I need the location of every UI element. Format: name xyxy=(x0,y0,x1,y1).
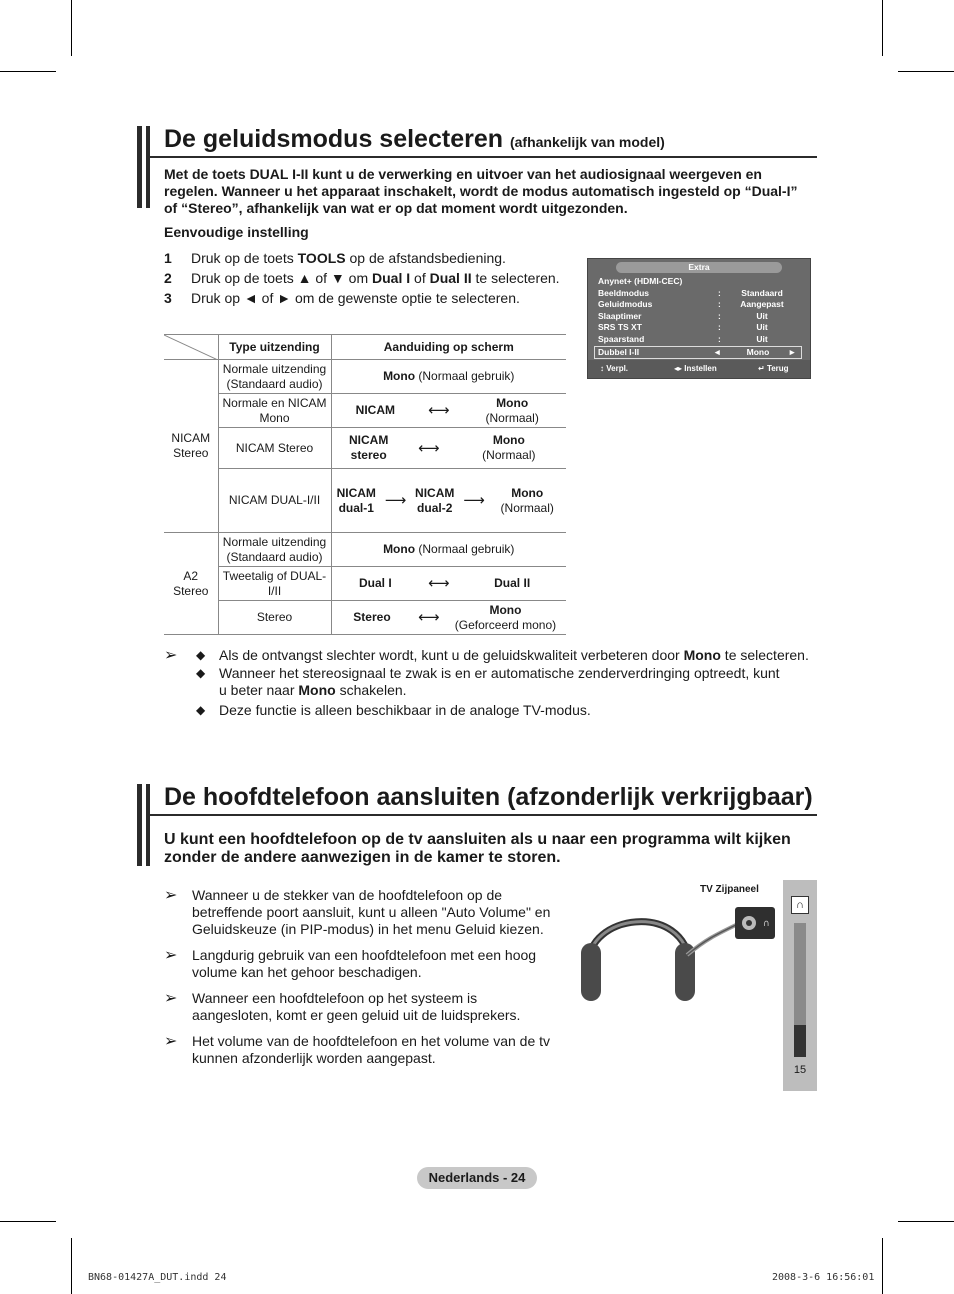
display-cell: Dual I ⟷ Dual II xyxy=(331,567,566,601)
display-cell: Mono (Normaal gebruik) xyxy=(331,360,566,394)
headphone-icon: ∩ xyxy=(791,896,809,914)
print-file-info: BN68-01427A_DUT.indd 24 xyxy=(88,1272,227,1283)
osd-menu xyxy=(587,258,811,379)
note-item: ◆ Wanneer het stereosignaal te zwak is en er automatische zenderverdringing optreedt, kunt u beter naar Mono schakelen. xyxy=(196,665,780,698)
section-intro: Met de toets DUAL I-II kunt u de verwerking en uitvoer van het audiosignaal weergeven en regelen. Wanneer u het apparaat inschakelt, wordt de modus automatisch ingesteld op “Dual-I” of “Stereo”, afhankelijk van wat er op dat moment wordt uitgezonden. xyxy=(164,166,798,216)
note-item: Langdurig gebruik van een hoofdtelefoon met een hoog volume kan het gehoor beschadigen. xyxy=(192,947,537,980)
header-display: Aanduiding op scherm xyxy=(331,335,566,360)
note-arrow-icon: ➢ xyxy=(164,647,178,664)
back-hint: ↵ Terug xyxy=(758,364,789,373)
step-2: 2 Druk op de toets ▲ of ▼ om Dual I of Dual II te selecteren. xyxy=(164,270,560,286)
note-arrow-icon: ➢ xyxy=(164,990,178,1007)
type-cell: Stereo xyxy=(218,601,331,635)
crop-mark xyxy=(882,1238,883,1294)
osd-title-bar: Extra xyxy=(616,262,782,273)
diagonal-line xyxy=(164,335,218,360)
volume-value: 15 xyxy=(793,1064,807,1076)
group-nicam: NICAM Stereo xyxy=(164,360,218,533)
volume-track xyxy=(794,923,806,1057)
crop-mark xyxy=(0,71,56,72)
osd-footer xyxy=(588,360,810,378)
osd-selected-item[interactable]: Dubbel I-II ◄ Mono ► xyxy=(594,346,802,359)
display-cell: Mono (Normaal gebruik) xyxy=(331,533,566,567)
display-cell: NICAM stereo ⟷ Mono (Normaal) xyxy=(331,428,566,469)
note-item: ◆ Als de ontvangst slechter wordt, kunt u de geluidskwaliteit verbeteren door Mono te selecteren. xyxy=(196,647,809,663)
step-1: 1 Druk op de toets TOOLS op de afstandsbediening. xyxy=(164,250,506,266)
note-item: Wanneer een hoofdtelefoon op het systeem is aangesloten, komt er geen geluid uit de luidsprekers. xyxy=(192,990,521,1023)
note-item: ◆ Deze functie is alleen beschikbaar in de analoge TV-modus. xyxy=(196,702,591,718)
header-type: Type uitzending xyxy=(218,335,331,360)
volume-panel xyxy=(783,880,817,1091)
type-cell: Normale uitzending (Standaard audio) xyxy=(218,533,331,567)
section-bar xyxy=(137,126,142,208)
osd-item: Anynet+ (HDMI-CEC) xyxy=(598,276,683,286)
display-cell: NICAM dual-1 ⟶ NICAM dual-2 ⟶ Mono (Normaal) xyxy=(331,469,566,533)
note-item: Wanneer u de stekker van de hoofdtelefoon op de betreffende poort aansluit, kunt u alleen "Auto Volume" en Geluidskeuze (in PIP-modus) in het menu Geluid kiezen. xyxy=(192,887,551,937)
note-arrow-icon: ➢ xyxy=(164,1033,178,1050)
volume-level-fill xyxy=(794,1025,806,1057)
osd-item: SRS TS XT : Uit xyxy=(598,322,768,332)
type-cell: Normale uitzending (Standaard audio) xyxy=(218,360,331,394)
section-bar xyxy=(137,784,142,866)
crop-mark xyxy=(898,71,954,72)
print-timestamp: 2008-3-6 16:56:01 xyxy=(772,1272,875,1283)
step-list xyxy=(164,250,574,310)
osd-item: Beeldmodus : Standaard xyxy=(598,288,783,298)
section-title: De hoofdtelefoon aansluiten (afzonderlijk verkrijgbaar) xyxy=(164,783,813,811)
type-cell: NICAM DUAL-I/II xyxy=(218,469,331,533)
type-cell: Normale en NICAM Mono xyxy=(218,394,331,428)
note-arrow-icon: ➢ xyxy=(164,887,178,904)
group-a2: A2 Stereo xyxy=(164,533,218,635)
table-corner xyxy=(164,335,218,360)
sound-mode-table xyxy=(164,334,566,635)
note-arrow-icon: ➢ xyxy=(164,947,178,964)
type-cell: Tweetalig of DUAL-I/II xyxy=(218,567,331,601)
display-cell: NICAM ⟷ Mono (Normaal) xyxy=(331,394,566,428)
crop-mark xyxy=(71,1238,72,1294)
section-rule xyxy=(150,814,817,816)
step-3: 3 Druk op ◄ of ► om de gewenste optie te selecteren. xyxy=(164,290,520,306)
page-label: Nederlands - 24 xyxy=(417,1167,537,1189)
setup-heading: Eenvoudige instelling xyxy=(164,224,309,240)
note-item: Het volume van de hoofdtelefoon en het volume van de tv kunnen afzonderlijk worden aangepast. xyxy=(192,1033,551,1066)
osd-item: Geluidmodus : Aangepast xyxy=(598,299,784,309)
osd-item: Spaarstand : Uit xyxy=(598,334,768,344)
osd-item: Slaaptimer : Uit xyxy=(598,311,768,321)
title-suffix: (afhankelijk van model) xyxy=(509,134,665,150)
panel-label: TV Zijpaneel xyxy=(700,884,759,895)
section-title xyxy=(164,124,665,157)
section-rule xyxy=(150,156,817,158)
type-cell: NICAM Stereo xyxy=(218,428,331,469)
display-cell: Stereo ⟷ Mono (Geforceerd mono) xyxy=(331,601,566,635)
section-bar xyxy=(146,126,150,208)
section-bar xyxy=(146,784,150,866)
crop-mark xyxy=(898,1221,954,1222)
crop-mark xyxy=(0,1221,56,1222)
svg-text:∩: ∩ xyxy=(763,919,770,929)
crop-mark xyxy=(882,0,883,56)
enter-hint: ◂▸ Instellen xyxy=(674,364,717,373)
headphone-illustration xyxy=(575,895,785,1010)
section-intro: U kunt een hoofdtelefoon op de tv aansluiten als u naar een programma wilt kijken zonder de andere aanwezigen in de kamer te storen. xyxy=(164,831,791,866)
crop-mark xyxy=(71,0,72,56)
title-text: De geluidsmodus selecteren xyxy=(164,125,504,153)
move-hint: ↕ Verpl. xyxy=(600,364,629,373)
